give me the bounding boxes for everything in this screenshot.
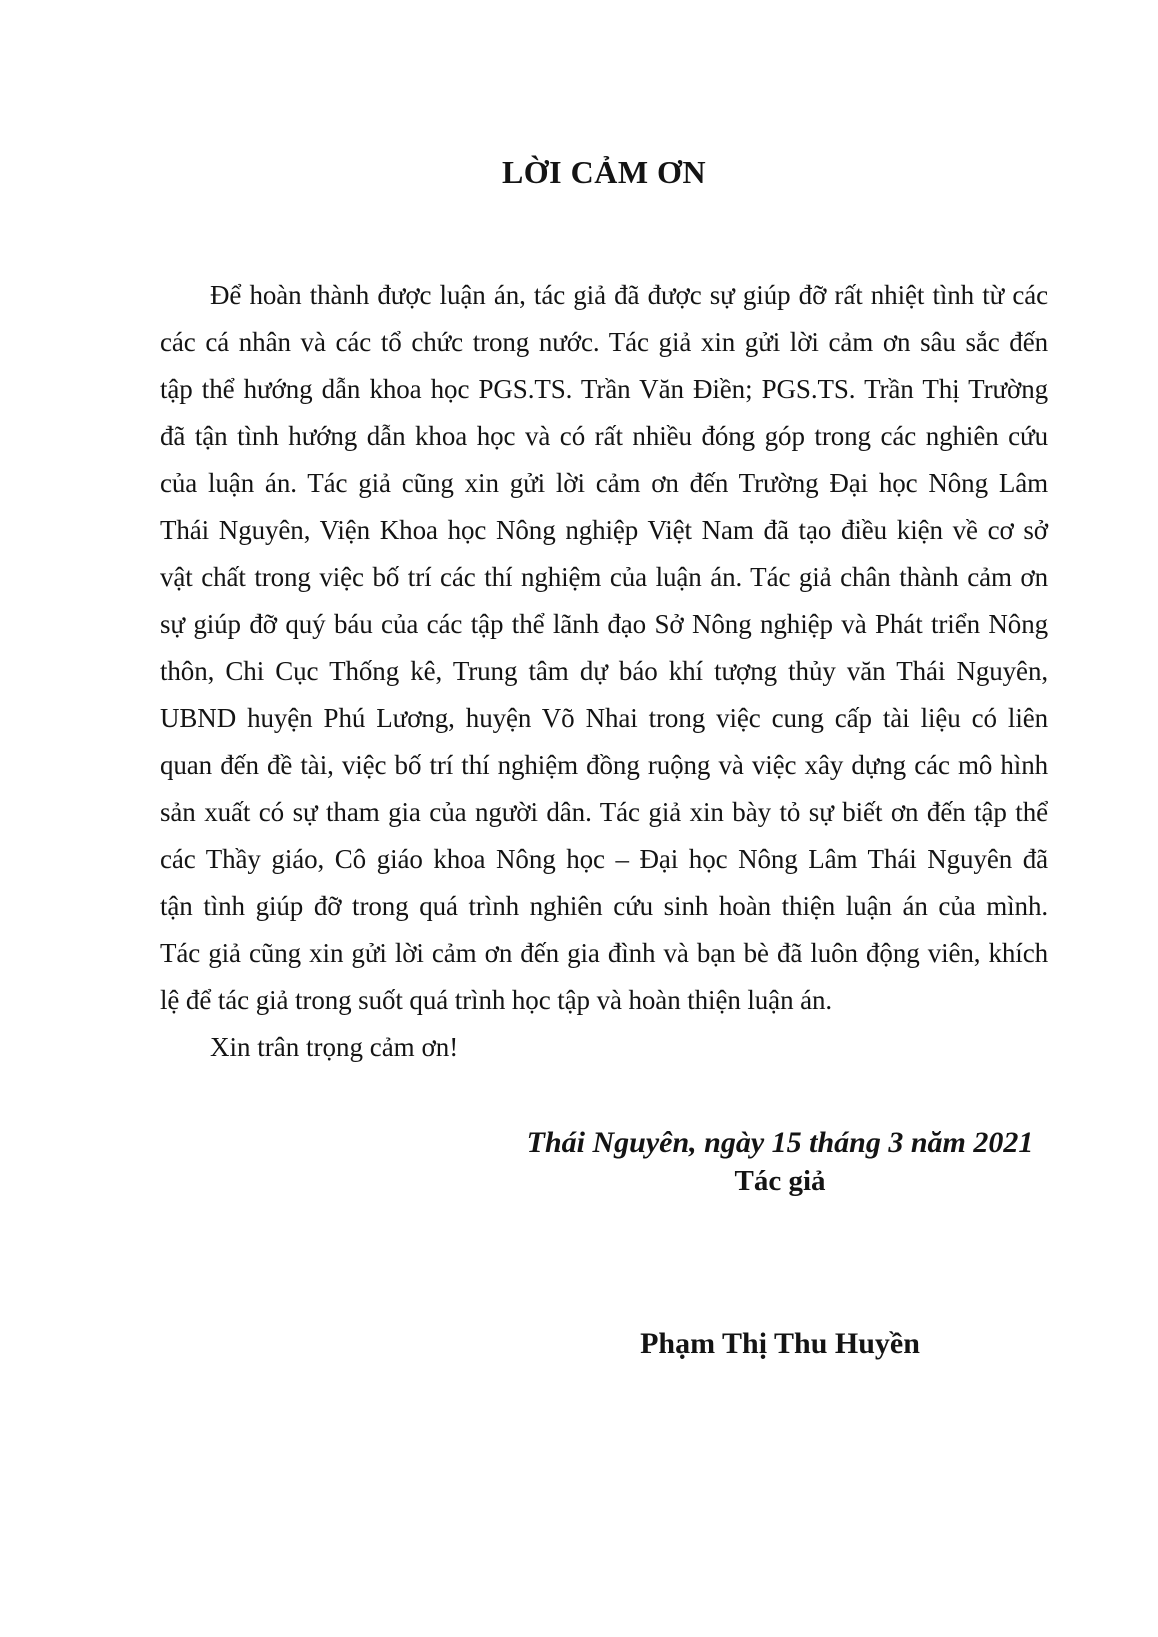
paragraph-line: tập thể hướng dẫn khoa học PGS.TS. Trần Văn Điền; PGS.TS. Trần Thị Trường <box>160 374 1048 404</box>
signature-block <box>500 1123 1060 1362</box>
paragraph-line: đã tận tình hướng dẫn khoa học và có rất nhiều đóng góp trong các nghiên cứu <box>160 421 1048 451</box>
paragraph-line: Thái Nguyên, Viện Khoa học Nông nghiệp Việt Nam đã tạo điều kiện về cơ sở <box>160 515 1048 545</box>
paragraph-line: UBND huyện Phú Lương, huyện Võ Nhai trong việc cung cấp tài liệu có liên <box>160 703 1048 733</box>
paragraph-line: thôn, Chi Cục Thống kê, Trung tâm dự báo khí tượng thủy văn Thái Nguyên, <box>160 656 1048 686</box>
paragraph-line: các Thầy giáo, Cô giáo khoa Nông học – Đại học Nông Lâm Thái Nguyên đã <box>160 844 1048 874</box>
signature-role: Tác giả <box>734 1165 826 1197</box>
paragraph-line: của luận án. Tác giả cũng xin gửi lời cảm ơn đến Trường Đại học Nông Lâm <box>160 468 1048 498</box>
paragraph-line: sản xuất có sự tham gia của người dân. Tác giả xin bày tỏ sự biết ơn đến tập thể <box>160 797 1048 827</box>
acknowledgment-paragraph <box>160 272 1048 1024</box>
closing-line: Xin trân trọng cảm ơn! <box>210 1032 459 1062</box>
paragraph-line: vật chất trong việc bố trí các thí nghiệm của luận án. Tác giả chân thành cảm ơn <box>160 562 1048 592</box>
paragraph-line: lệ để tác giả trong suốt quá trình học tập và hoàn thiện luận án. <box>160 985 833 1015</box>
signature-dateline: Thái Nguyên, ngày 15 tháng 3 năm 2021 <box>526 1126 1034 1159</box>
paragraph-line: các cá nhân và các tổ chức trong nước. Tác giả xin gửi lời cảm ơn sâu sắc đến <box>160 327 1048 357</box>
paragraph-line: tận tình giúp đỡ trong quá trình nghiên cứu sinh hoàn thiện luận án của mình. <box>160 891 1048 921</box>
signature-author: Phạm Thị Thu Huyền <box>640 1327 920 1360</box>
page-title: LỜI CẢM ƠN <box>501 154 707 190</box>
paragraph-line: quan đến đề tài, việc bố trí thí nghiệm đồng ruộng và việc xây dựng các mô hình <box>160 750 1048 780</box>
paragraph-line: sự giúp đỡ quý báu của các tập thể lãnh đạo Sở Nông nghiệp và Phát triển Nông <box>160 609 1048 639</box>
paragraph-line: Để hoàn thành được luận án, tác giả đã được sự giúp đỡ rất nhiệt tình từ các <box>210 280 1048 310</box>
paragraph-line: Tác giả cũng xin gửi lời cảm ơn đến gia đình và bạn bè đã luôn động viên, khích <box>160 938 1048 968</box>
document-content <box>160 152 1048 1362</box>
